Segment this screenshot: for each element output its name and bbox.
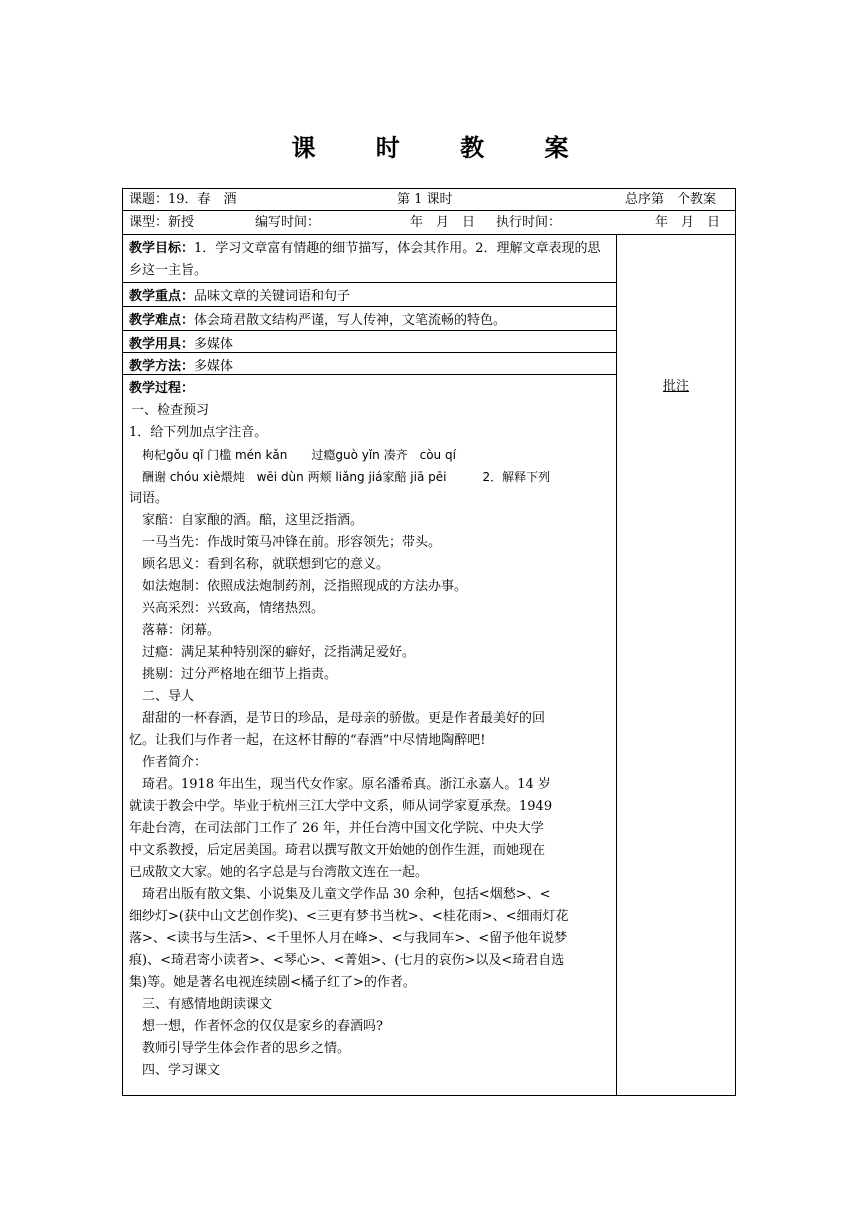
- method-text: 多媒体: [194, 359, 234, 374]
- annotation-column: [617, 235, 735, 1095]
- exec-time-label: 执行时间：: [496, 215, 562, 230]
- vocab-line: 顾名思义：看到名称，就联想到它的意义。: [142, 557, 390, 572]
- process-line: 琦君出版有散文集、小说集及儿童文学作品 30 余种，包括<烟愁>、<: [142, 887, 551, 902]
- section-heading: 四、学习课文: [142, 1063, 221, 1078]
- vocab-line: 挑剔：过分严格地在细节上指责。: [142, 667, 338, 682]
- pinyin-line: 酬谢 chóu xiè煨炖 wēi dùn 两颊 liǎng jiá家醅 jiā pēi 2．解释下列: [142, 470, 551, 484]
- sequence-cell: 总序第 个教案: [625, 192, 717, 207]
- section-heading: 三、有感情地朗读课文: [142, 997, 273, 1012]
- process-line: 甜甜的一杯春酒，是节日的珍品，是母亲的骄傲。更是作者最美好的回: [142, 711, 546, 726]
- key-label: 教学重点：: [129, 289, 195, 304]
- goal-label: 教学目标：: [129, 241, 195, 256]
- process-line: 集)等。她是著名电视连续剧<橘子红了>的作者。: [129, 975, 416, 990]
- period-cell: 第 1 课时: [397, 192, 453, 207]
- process-line: 词语。: [129, 491, 169, 506]
- process-line: 想一想，作者怀念的仅仅是家乡的春酒吗?: [142, 1019, 383, 1034]
- difficulty-section: [123, 307, 616, 331]
- teaching-process: [123, 375, 616, 1082]
- page-title: 课 时 教 案: [291, 133, 595, 162]
- process-line: 忆。让我们与作者一起，在这杯甘醇的“春酒”中尽情地陶醉吧!: [129, 733, 486, 748]
- vocab-line: 家醅：自家酿的酒。醅，这里泛指酒。: [142, 513, 364, 528]
- process-line: 就读于教会中学。毕业于杭州三江大学中文系，师从词学家夏承焘。1949: [129, 799, 553, 814]
- tools-section: [123, 331, 616, 353]
- topic-cell: 课题：19．春 酒: [129, 192, 237, 207]
- process-line: 教师引导学生体会作者的思乡之情。: [142, 1041, 351, 1056]
- process-line: 琦君。1918 年出生，现当代女作家。原名潘希真。浙江永嘉人。14 岁: [142, 777, 551, 792]
- process-line: 作者简介：: [142, 755, 208, 770]
- process-line: 已成散文大家。她的名字总是与台湾散文连在一起。: [129, 865, 429, 880]
- difficulty-label: 教学难点：: [129, 313, 195, 328]
- process-line: 年赴台湾，在司法部门工作了 26 年，并任台湾中国文化学院、中央大学: [129, 821, 544, 836]
- main-column: [123, 235, 617, 1095]
- process-line: 痕)、<琦君寄小读者>、<琴心>、<菁姐>、(七月的哀伤>以及<琦君自选: [129, 953, 565, 968]
- lesson-type-cell: 课型：新授: [129, 215, 195, 230]
- annotation-label: 批注: [662, 379, 689, 394]
- method-label: 教学方法：: [129, 359, 195, 374]
- process-line: 1．给下列加点字注音。: [129, 425, 268, 440]
- process-line: 一、检查预习: [131, 403, 210, 418]
- teaching-goal-section: [123, 235, 616, 283]
- write-date: 年 月 日: [410, 215, 476, 230]
- process-label: 教学过程：: [129, 381, 195, 396]
- write-time-label: 编写时间：: [255, 215, 321, 230]
- vocab-line: 过瘾：满足某种特别深的癖好，泛指满足爱好。: [142, 645, 416, 660]
- method-section: [123, 353, 616, 375]
- key-point-section: [123, 283, 616, 307]
- process-line: 细纱灯>(获中山文艺创作奖)、<三更有梦书当枕>、<桂花雨>、<细雨灯花: [129, 909, 569, 924]
- vocab-line: 一马当先：作战时策马冲锋在前。形容领先；带头。: [142, 535, 442, 550]
- header-row-1: [123, 189, 735, 211]
- vocab-line: 落幕：闭幕。: [142, 623, 221, 638]
- pinyin-line: 枸杞gǒu qǐ 门槛 mén kǎn 过瘾guò yǐn 凑齐 còu qí: [142, 448, 456, 462]
- difficulty-text: 体会琦君散文结构严谨，写人传神，文笔流畅的特色。: [194, 313, 507, 328]
- goal-text: 1．学习文章富有情趣的细节描写，体会其作用。2．理解文章表现的思乡这一主旨。: [129, 241, 601, 278]
- lesson-plan-table: [122, 188, 736, 1096]
- process-line: 落>、<读书与生活>、<千里怀人月在峰>、<与我同车>、<留予他年说梦: [129, 931, 568, 946]
- tools-text: 多媒体: [194, 337, 234, 352]
- vocab-line: 如法炮制：依照成法炮制药剂，泛指照现成的方法办事。: [142, 579, 468, 594]
- vocab-line: 兴高采烈：兴致高，情绪热烈。: [142, 601, 325, 616]
- header-row-2: [123, 211, 735, 235]
- section-heading: 二、导人: [142, 689, 195, 704]
- exec-date: 年 月 日: [655, 215, 721, 230]
- process-line: 中文系教授，后定居美国。琦君以撰写散文开始她的创作生涯，而她现在: [129, 843, 546, 858]
- tools-label: 教学用具：: [129, 337, 195, 352]
- key-text: 品味文章的关键词语和句子: [194, 289, 351, 304]
